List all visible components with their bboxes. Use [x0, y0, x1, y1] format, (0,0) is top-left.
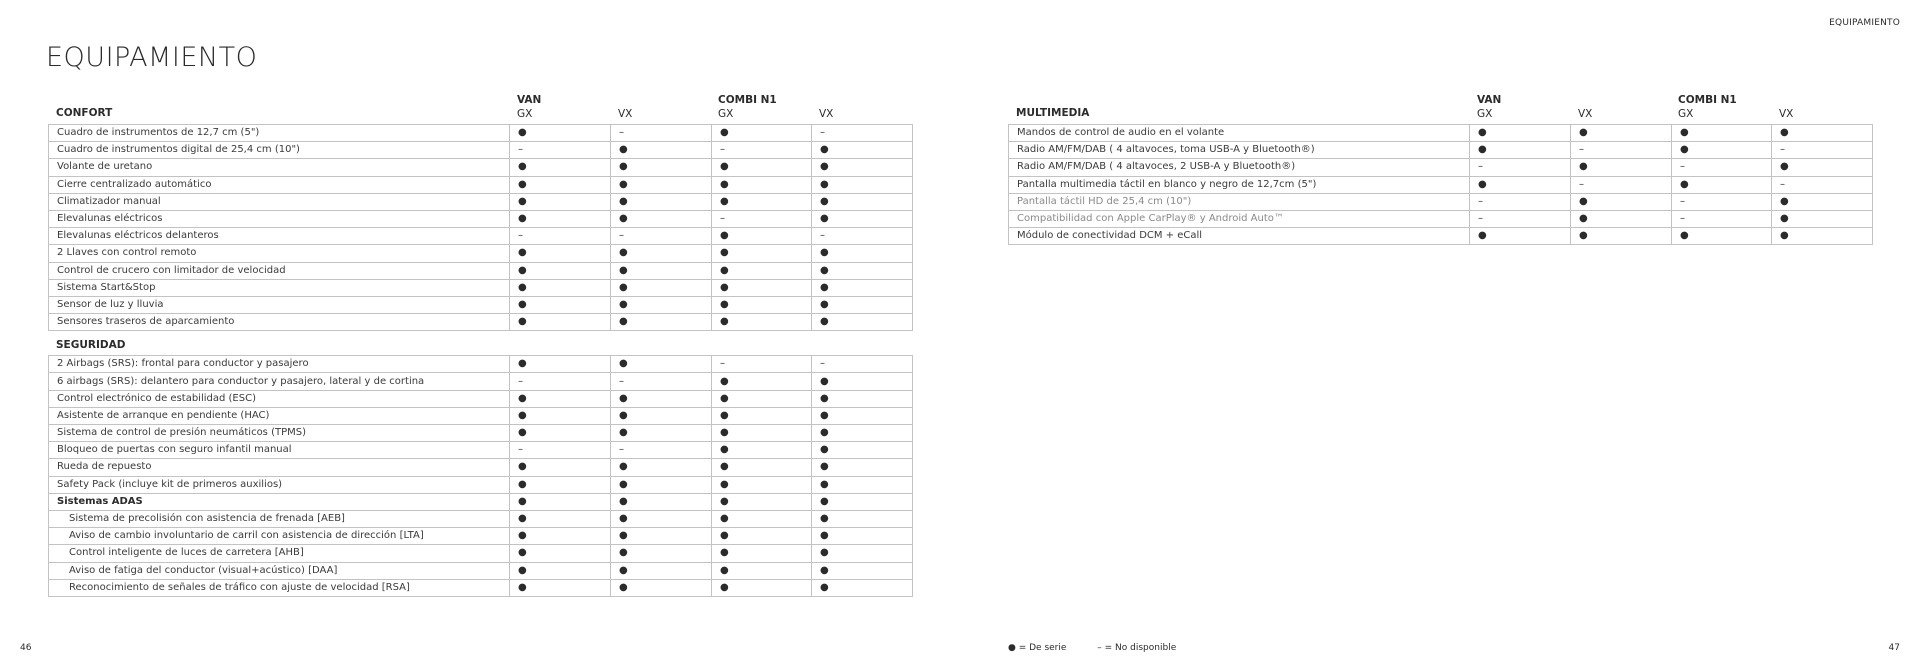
availability-cell: ●: [712, 373, 812, 390]
table-row: [49, 210, 913, 227]
availability-cell: ●: [1672, 176, 1772, 193]
availability-cell: –: [611, 442, 712, 459]
table-row: [49, 442, 913, 459]
trim-label: VX: [618, 108, 633, 120]
table-row: [1009, 193, 1873, 210]
availability-cell: –: [611, 228, 712, 245]
availability-cell: ●: [1772, 193, 1873, 210]
availability-cell: ●: [611, 545, 712, 562]
page-title: EQUIPAMIENTO: [46, 42, 258, 73]
availability-cell: ●: [712, 314, 812, 331]
availability-cell: ●: [812, 210, 913, 227]
availability-cell: ●: [812, 459, 913, 476]
table-row: [49, 176, 913, 193]
availability-cell: –: [812, 125, 913, 142]
availability-cell: ●: [611, 459, 712, 476]
table-row: [49, 493, 913, 510]
availability-cell: ●: [510, 493, 611, 510]
availability-cell: –: [510, 442, 611, 459]
feature-label: Control electrónico de estabilidad (ESC): [49, 390, 510, 407]
availability-cell: ●: [712, 245, 812, 262]
availability-cell: ●: [712, 562, 812, 579]
availability-cell: ●: [812, 476, 913, 493]
availability-cell: ●: [712, 425, 812, 442]
table-row: [1009, 125, 1873, 142]
availability-cell: –: [1772, 142, 1873, 159]
availability-cell: ●: [712, 476, 812, 493]
feature-label: Sistemas ADAS: [49, 493, 510, 510]
availability-cell: –: [510, 373, 611, 390]
combi-group-label: COMBI N1: [1678, 94, 1737, 106]
availability-cell: ●: [611, 407, 712, 424]
availability-cell: ●: [712, 176, 812, 193]
table-row: [1009, 176, 1873, 193]
availability-cell: ●: [611, 159, 712, 176]
table-row: [49, 390, 913, 407]
availability-cell: ●: [812, 142, 913, 159]
availability-cell: ●: [712, 579, 812, 596]
availability-cell: –: [1672, 210, 1772, 227]
availability-cell: ●: [510, 314, 611, 331]
availability-cell: ●: [812, 373, 913, 390]
availability-cell: ●: [812, 425, 913, 442]
availability-cell: ●: [1571, 210, 1672, 227]
feature-label: Radio AM/FM/DAB ( 4 altavoces, 2 USB-A y Bluetooth®): [1009, 159, 1470, 176]
table-row: [49, 159, 913, 176]
table-row: [49, 510, 913, 527]
combi-group-label: COMBI N1: [718, 94, 777, 106]
availability-cell: ●: [611, 528, 712, 545]
table-row: [49, 459, 913, 476]
availability-cell: ●: [1571, 228, 1672, 245]
availability-cell: ●: [611, 476, 712, 493]
seguridad-table: [48, 355, 913, 597]
table-row: [1009, 228, 1873, 245]
table-row: [49, 528, 913, 545]
availability-cell: –: [1470, 210, 1571, 227]
feature-label: 2 Llaves con control remoto: [49, 245, 510, 262]
legend-standard: ● = De serie: [1008, 643, 1067, 653]
availability-cell: ●: [812, 493, 913, 510]
availability-cell: ●: [712, 510, 812, 527]
multimedia-table: [1008, 124, 1873, 245]
table-row: [1009, 210, 1873, 227]
feature-label: Rueda de repuesto: [49, 459, 510, 476]
availability-cell: ●: [812, 510, 913, 527]
feature-label: Cuadro de instrumentos de 12,7 cm (5"): [49, 125, 510, 142]
availability-cell: ●: [1571, 193, 1672, 210]
van-group-label: VAN: [517, 94, 542, 106]
availability-cell: ●: [812, 279, 913, 296]
availability-cell: –: [712, 210, 812, 227]
availability-cell: ●: [1470, 142, 1571, 159]
availability-cell: ●: [611, 425, 712, 442]
column-header: [1008, 92, 1872, 124]
feature-label: Módulo de conectividad DCM + eCall: [1009, 228, 1470, 245]
legend-unavailable: – = No disponible: [1097, 643, 1177, 653]
availability-cell: ●: [611, 493, 712, 510]
confort-heading: CONFORT: [56, 107, 113, 119]
availability-cell: ●: [510, 528, 611, 545]
table-row: [49, 279, 913, 296]
feature-label: Pantalla multimedia táctil en blanco y negro de 12,7cm (5"): [1009, 176, 1470, 193]
feature-label: Aviso de cambio involuntario de carril con asistencia de dirección [LTA]: [49, 528, 510, 545]
availability-cell: ●: [1772, 210, 1873, 227]
feature-label: Compatibilidad con Apple CarPlay® y Android Auto™: [1009, 210, 1470, 227]
table-row: [49, 296, 913, 313]
availability-cell: ●: [611, 356, 712, 373]
feature-label: Sensor de luz y lluvia: [49, 296, 510, 313]
seguridad-heading: SEGURIDAD: [56, 339, 126, 352]
availability-cell: ●: [712, 279, 812, 296]
column-header: [48, 92, 912, 124]
feature-label: Sensores traseros de aparcamiento: [49, 314, 510, 331]
availability-cell: ●: [510, 476, 611, 493]
trim-label: VX: [1578, 108, 1593, 120]
availability-cell: –: [1772, 176, 1873, 193]
trim-label: VX: [819, 108, 834, 120]
availability-cell: ●: [812, 390, 913, 407]
availability-cell: ●: [611, 142, 712, 159]
availability-cell: ●: [812, 176, 913, 193]
availability-cell: ●: [1470, 125, 1571, 142]
availability-cell: ●: [812, 193, 913, 210]
availability-cell: ●: [611, 314, 712, 331]
availability-cell: ●: [611, 296, 712, 313]
feature-label: Asistente de arranque en pendiente (HAC): [49, 407, 510, 424]
availability-cell: ●: [712, 459, 812, 476]
table-row: [49, 245, 913, 262]
availability-cell: ●: [510, 562, 611, 579]
availability-cell: –: [1470, 159, 1571, 176]
availability-cell: –: [712, 356, 812, 373]
availability-cell: ●: [712, 442, 812, 459]
availability-cell: –: [812, 356, 913, 373]
feature-label: Radio AM/FM/DAB ( 4 altavoces, toma USB-A y Bluetooth®): [1009, 142, 1470, 159]
availability-cell: ●: [510, 459, 611, 476]
availability-cell: ●: [812, 545, 913, 562]
availability-cell: ●: [611, 262, 712, 279]
availability-cell: ●: [510, 579, 611, 596]
van-group-label: VAN: [1477, 94, 1502, 106]
page-number-left: 46: [20, 643, 32, 653]
availability-cell: ●: [812, 245, 913, 262]
availability-cell: –: [510, 142, 611, 159]
feature-label: 2 Airbags (SRS): frontal para conductor y pasajero: [49, 356, 510, 373]
feature-label: Volante de uretano: [49, 159, 510, 176]
trim-label: GX: [517, 108, 533, 120]
availability-cell: ●: [712, 545, 812, 562]
availability-cell: ●: [510, 210, 611, 227]
trim-label: GX: [718, 108, 734, 120]
table-row: [49, 407, 913, 424]
availability-cell: ●: [712, 159, 812, 176]
availability-cell: ●: [812, 528, 913, 545]
availability-cell: ●: [712, 125, 812, 142]
table-row: [49, 373, 913, 390]
availability-cell: ●: [510, 390, 611, 407]
availability-cell: ●: [611, 279, 712, 296]
availability-cell: ●: [1571, 159, 1672, 176]
feature-label: Safety Pack (incluye kit de primeros auxilios): [49, 476, 510, 493]
availability-cell: ●: [611, 176, 712, 193]
availability-cell: ●: [611, 193, 712, 210]
availability-cell: ●: [812, 579, 913, 596]
availability-cell: –: [1571, 142, 1672, 159]
availability-cell: ●: [812, 262, 913, 279]
table-row: [49, 228, 913, 245]
availability-cell: ●: [712, 528, 812, 545]
feature-label: Elevalunas eléctricos: [49, 210, 510, 227]
feature-label: Pantalla táctil HD de 25,4 cm (10"): [1009, 193, 1470, 210]
availability-cell: ●: [510, 425, 611, 442]
feature-label: Cuadro de instrumentos digital de 25,4 cm (10"): [49, 142, 510, 159]
availability-cell: –: [1672, 193, 1772, 210]
availability-cell: ●: [812, 159, 913, 176]
availability-cell: ●: [510, 356, 611, 373]
trim-label: VX: [1779, 108, 1794, 120]
feature-label: Cierre centralizado automático: [49, 176, 510, 193]
availability-cell: ●: [1672, 142, 1772, 159]
legend: [1008, 643, 1204, 653]
availability-cell: –: [1470, 193, 1571, 210]
feature-label: Sistema Start&Stop: [49, 279, 510, 296]
feature-label: Bloqueo de puertas con seguro infantil manual: [49, 442, 510, 459]
left-equipment-section: [48, 92, 912, 597]
table-row: [1009, 142, 1873, 159]
running-header: EQUIPAMIENTO: [1829, 18, 1900, 28]
table-row: [49, 476, 913, 493]
feature-label: Reconocimiento de señales de tráfico con ajuste de velocidad [RSA]: [49, 579, 510, 596]
availability-cell: ●: [712, 390, 812, 407]
right-equipment-section: [1008, 92, 1872, 245]
table-row: [49, 579, 913, 596]
availability-cell: ●: [1470, 176, 1571, 193]
availability-cell: ●: [812, 562, 913, 579]
feature-label: Elevalunas eléctricos delanteros: [49, 228, 510, 245]
availability-cell: ●: [611, 579, 712, 596]
availability-cell: ●: [510, 176, 611, 193]
table-row: [1009, 159, 1873, 176]
feature-label: Sistema de control de presión neumáticos (TPMS): [49, 425, 510, 442]
availability-cell: ●: [510, 296, 611, 313]
availability-cell: –: [1672, 159, 1772, 176]
table-row: [49, 262, 913, 279]
availability-cell: ●: [812, 407, 913, 424]
availability-cell: ●: [611, 245, 712, 262]
availability-cell: ●: [1772, 228, 1873, 245]
availability-cell: –: [812, 228, 913, 245]
availability-cell: ●: [712, 193, 812, 210]
availability-cell: ●: [611, 210, 712, 227]
availability-cell: ●: [1772, 159, 1873, 176]
confort-table: [48, 124, 913, 331]
availability-cell: ●: [611, 510, 712, 527]
table-row: [49, 314, 913, 331]
availability-cell: ●: [712, 296, 812, 313]
table-row: [49, 193, 913, 210]
availability-cell: ●: [510, 545, 611, 562]
feature-label: Aviso de fatiga del conductor (visual+acústico) [DAA]: [49, 562, 510, 579]
feature-label: Sistema de precolisión con asistencia de frenada [AEB]: [49, 510, 510, 527]
availability-cell: ●: [510, 125, 611, 142]
availability-cell: ●: [510, 159, 611, 176]
availability-cell: ●: [1470, 228, 1571, 245]
availability-cell: ●: [510, 279, 611, 296]
feature-label: Control inteligente de luces de carretera [AHB]: [49, 545, 510, 562]
trim-label: GX: [1477, 108, 1493, 120]
table-row: [49, 356, 913, 373]
availability-cell: ●: [611, 562, 712, 579]
page-number-right: 47: [1888, 643, 1900, 653]
table-row: [49, 142, 913, 159]
availability-cell: –: [510, 228, 611, 245]
availability-cell: ●: [510, 510, 611, 527]
availability-cell: –: [1571, 176, 1672, 193]
availability-cell: ●: [510, 407, 611, 424]
availability-cell: ●: [510, 245, 611, 262]
availability-cell: ●: [812, 314, 913, 331]
availability-cell: ●: [712, 407, 812, 424]
availability-cell: ●: [712, 228, 812, 245]
availability-cell: ●: [611, 390, 712, 407]
availability-cell: ●: [510, 262, 611, 279]
table-row: [49, 545, 913, 562]
feature-label: Mandos de control de audio en el volante: [1009, 125, 1470, 142]
availability-cell: –: [611, 125, 712, 142]
availability-cell: ●: [1571, 125, 1672, 142]
availability-cell: –: [712, 142, 812, 159]
availability-cell: ●: [1672, 228, 1772, 245]
trim-label: GX: [1678, 108, 1694, 120]
feature-label: 6 airbags (SRS): delantero para conductor y pasajero, lateral y de cortina: [49, 373, 510, 390]
feature-label: Control de crucero con limitador de velocidad: [49, 262, 510, 279]
availability-cell: ●: [510, 193, 611, 210]
table-row: [49, 562, 913, 579]
table-row: [49, 425, 913, 442]
availability-cell: ●: [712, 493, 812, 510]
availability-cell: –: [611, 373, 712, 390]
multimedia-heading: MULTIMEDIA: [1016, 107, 1090, 119]
table-row: [49, 125, 913, 142]
availability-cell: ●: [812, 442, 913, 459]
availability-cell: ●: [712, 262, 812, 279]
availability-cell: ●: [1672, 125, 1772, 142]
feature-label: Climatizador manual: [49, 193, 510, 210]
availability-cell: ●: [1772, 125, 1873, 142]
availability-cell: ●: [812, 296, 913, 313]
